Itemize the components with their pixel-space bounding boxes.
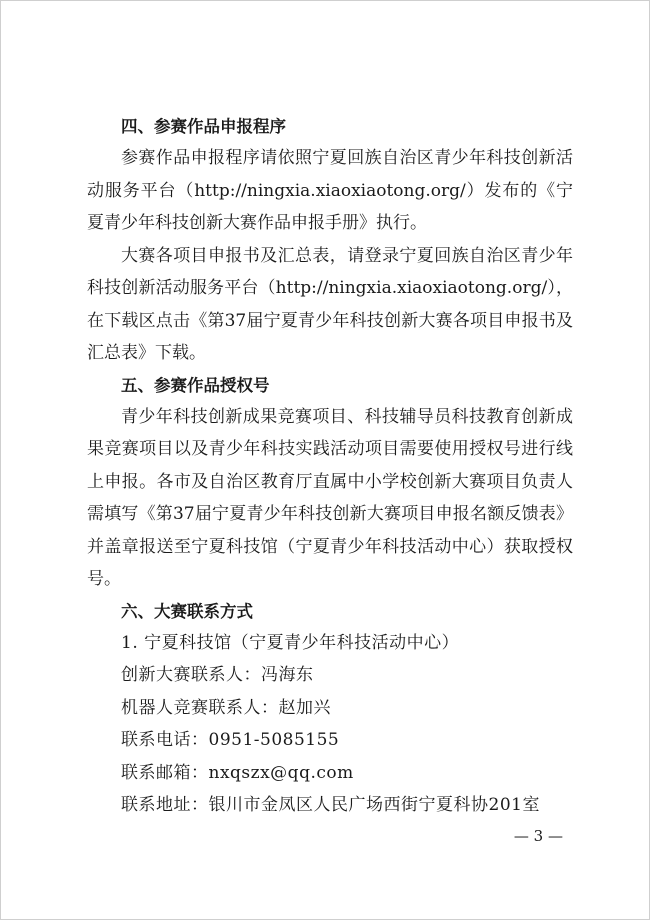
- document-body: [87, 111, 573, 822]
- contact-innovation-person: 创新大赛联系人：冯海东: [121, 665, 314, 685]
- section-5-paragraph-1: 青少年科技创新成果竞赛项目、科技辅导员科技教育创新成果竞赛项目以及青少年科技实践活动项目需要使用授权号进行线上申报。各市及自治区教育厅直属中小学校创新大赛项目负责人需填写《第37届宁夏青少年科技创新大赛项目申报名额反馈表》并盖章报送至宁夏科技馆（宁夏青少年科技活动中心）获取授权号。: [87, 406, 573, 589]
- page-number: — 3 —: [513, 827, 563, 845]
- contact-address: 联系地址：银川市金凤区人民广场西街宁夏科协201室: [121, 795, 540, 815]
- section-4-paragraph-1: 参赛作品申报程序请依照宁夏回族自治区青少年科技创新活动服务平台（http://ningxia.xiaoxiaotong.org/）发布的《宁夏青少年科技创新大赛作品申报手册》执行。: [87, 148, 573, 233]
- contact-email: 联系邮箱：nxqszx@qq.com: [121, 762, 354, 783]
- contact-organization: 1. 宁夏科技馆（宁夏青少年科技活动中心）: [121, 632, 460, 653]
- section-6-heading: 六、大赛联系方式: [121, 601, 253, 621]
- section-5-heading: 五、参赛作品授权号: [121, 375, 270, 395]
- section-4-paragraph-2: 大赛各项目申报书及汇总表，请登录宁夏回族自治区青少年科技创新活动服务平台（http://ningxia.xiaoxiaotong.org/），在下载区点击《第37届宁夏青少年科技创新大赛各项目申报书及汇总表》下载。: [87, 245, 573, 363]
- contact-robot-person: 机器人竞赛联系人：赵加兴: [121, 697, 331, 718]
- contact-phone: 联系电话：0951-5085155: [121, 730, 340, 750]
- section-4-heading: 四、参赛作品申报程序: [121, 117, 286, 136]
